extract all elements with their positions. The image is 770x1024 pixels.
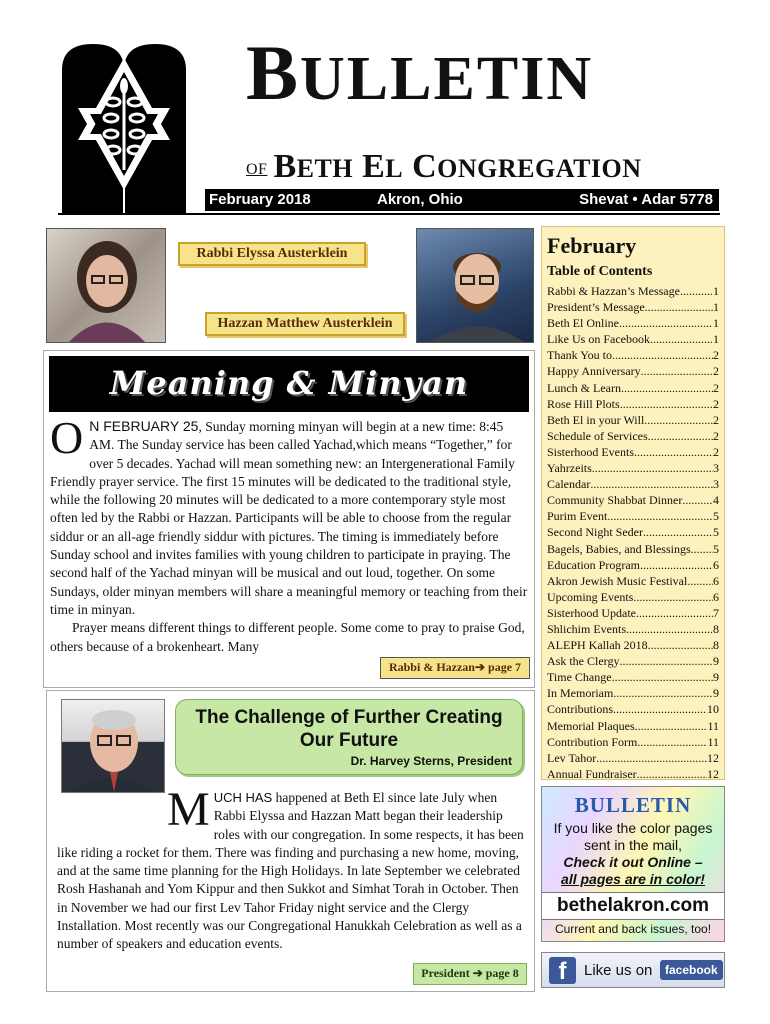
website-link[interactable]: bethelakron.com: [542, 892, 724, 920]
toc-item[interactable]: [547, 492, 719, 508]
toc-item-label: Memorial Plaques: [547, 718, 635, 733]
toc-item[interactable]: [547, 589, 719, 605]
article-banner-title: Meaning & Minyan: [109, 364, 469, 402]
toc-item[interactable]: [547, 557, 719, 573]
toc-item-label: Purim Event: [547, 509, 608, 524]
toc-item[interactable]: [547, 315, 719, 331]
toc-item[interactable]: [547, 541, 719, 557]
toc-item[interactable]: [547, 380, 719, 396]
toc-month-heading: February: [547, 233, 637, 258]
toc-item[interactable]: [547, 283, 719, 299]
promo-title: BULLETIN: [574, 793, 692, 817]
toc-item-page: 6: [713, 557, 719, 572]
president-article: [46, 690, 535, 992]
toc-item[interactable]: [547, 605, 719, 621]
rabbi-photo: [46, 228, 166, 343]
promo-line-1: If you like the color pages sent in the mail,: [553, 820, 713, 853]
toc-item-page: 1: [713, 316, 719, 331]
toc-item-page: 8: [713, 621, 719, 636]
toc-item-label: Schedule of Services: [547, 428, 648, 443]
toc-leader-dots: [592, 460, 713, 476]
toc-leader-dots: [637, 766, 707, 782]
rabbi-name-tag: Rabbi Elyssa Austerklein: [178, 242, 366, 266]
promo-line-2: Check it out Online –: [563, 854, 703, 870]
continued-page-7-link[interactable]: Rabbi & Hazzan➔ page 7: [380, 657, 530, 679]
toc-item-page: 2: [713, 444, 719, 459]
president-byline: Dr. Harvey Sterns, President: [350, 754, 512, 768]
toc-leader-dots: [648, 637, 713, 653]
online-bulletin-promo: [541, 786, 725, 942]
toc-leader-dots: [621, 380, 713, 396]
toc-leader-dots: [680, 283, 713, 299]
president-article-header: [175, 699, 523, 775]
article-text: , Sunday morning minyan will begin at a new time: 8:45 AM. The Sunday service has been called Yachad,which means “Together,” for over 5 decades. Yachad will mean something new: an Intergenerational Family Friendly prayer service. The first 15 minutes will be dedicated to the traditional style, while the following 20 minutes will be dedicated to a more contemporary style most often led by the Rabbi or Hazzan. Participants will be able to choose from the regular siddur or an all-age friendly siddur with pictures. The timing is immediately before Sunday school and invites families with young children to participate in praying. The second half of the Yachad minyan will be musical and out loud, together. On some Sundays, older minyan members will share a meaningful memory or teaching from their time in minyan.: [50, 419, 528, 617]
facebook-like-text: Like us on: [584, 962, 653, 979]
star-of-david-logo: [58, 40, 190, 215]
toc-leader-dots: [637, 734, 707, 750]
toc-item-label: ALEPH Kallah 2018: [547, 638, 648, 653]
toc-item[interactable]: [547, 347, 719, 363]
toc-item-page: 8: [713, 638, 719, 653]
toc-leader-dots: [619, 653, 713, 669]
toc-leader-dots: [619, 315, 713, 331]
article-body: [50, 412, 530, 656]
toc-item[interactable]: [547, 766, 719, 782]
toc-item[interactable]: [547, 460, 719, 476]
toc-item-page: 10: [707, 702, 719, 717]
promo-line-3: all pages are in color!: [561, 871, 705, 887]
toc-item[interactable]: [547, 299, 719, 315]
toc-item-label: Rabbi & Hazzan’s Message: [547, 284, 680, 298]
bulletin-title: BULLETIN: [246, 29, 594, 116]
toc-item[interactable]: [547, 363, 719, 379]
toc-item-label: Beth El Online: [547, 316, 619, 331]
toc-item-page: 5: [713, 525, 719, 540]
toc-item-label: Beth El in your Will: [547, 412, 645, 427]
drop-cap: M: [167, 783, 210, 836]
toc-leader-dots: [645, 299, 713, 315]
toc-leader-dots: [633, 589, 713, 605]
toc-item-page: 5: [713, 509, 719, 524]
toc-item[interactable]: [547, 396, 719, 412]
toc-item-label: Ask the Clergy: [547, 654, 620, 669]
toc-leader-dots: [635, 718, 708, 734]
president-article-body: [57, 783, 527, 954]
toc-item-page: 3: [713, 461, 719, 476]
toc-leader-dots: [648, 428, 713, 444]
toc-item-page: 9: [713, 686, 719, 701]
toc-item-page: 2: [713, 364, 719, 379]
toc-item-label: Like Us on Facebook: [547, 332, 650, 347]
toc-item-label: Bagels, Babies, and Blessings: [547, 541, 691, 556]
president-article-text: happened at Beth El since late July when Rabbi Elyssa and Hazzan Matt began their leadership roles with our congregation. In some respects, it has been like riding a rocket for them. There was finding and purchasing a new home, moving, and at the same time planning for the High Holidays. In late September we celebrated Rosh Hashanah and Yom Kippur and then Sukkot and Simhat Torah in October. Then in November we had our first Lev Tahor Friday night service and the Clergy Installation. Most recently was our Congregational Hanukkah Celebration as well as a number of speakers and education events.: [57, 790, 524, 952]
toc-item-page: 4: [713, 493, 719, 508]
toc-item-label: Upcoming Events: [547, 589, 634, 604]
toc-item-page: 1: [713, 300, 719, 315]
toc-item[interactable]: [547, 669, 719, 685]
toc-item-page: 2: [713, 380, 719, 395]
toc-item-page: 9: [713, 654, 719, 669]
toc-item-page: 6: [713, 573, 719, 588]
toc-leader-dots: [590, 476, 713, 492]
toc-item-page: 12: [707, 766, 719, 781]
toc-item-label: Akron Jewish Music Festival: [547, 573, 688, 588]
toc-item[interactable]: [547, 637, 719, 653]
toc-item-label: Lunch & Learn: [547, 380, 621, 395]
meaning-minyan-article: [43, 350, 535, 688]
toc-leader-dots: [643, 524, 713, 540]
president-photo: [61, 699, 165, 793]
toc-item-page: 7: [713, 605, 719, 620]
toc-item[interactable]: [547, 331, 719, 347]
toc-item[interactable]: [547, 524, 719, 540]
toc-leader-dots: [636, 605, 713, 621]
toc-item-label: Education Program: [547, 557, 640, 572]
toc-item[interactable]: [547, 653, 719, 669]
toc-item[interactable]: [547, 508, 719, 524]
toc-item-label: Thank You to: [547, 348, 613, 363]
toc-list: [547, 283, 719, 782]
toc-item-label: President’s Message: [547, 300, 645, 315]
toc-item[interactable]: [547, 701, 719, 717]
toc-leader-dots: [640, 557, 713, 573]
drop-cap: O: [50, 412, 84, 463]
toc-leader-dots: [612, 347, 713, 363]
toc-item-page: 2: [713, 412, 719, 427]
toc-item-page: 12: [707, 750, 719, 765]
toc-item[interactable]: [547, 734, 719, 750]
toc-item[interactable]: [547, 428, 719, 444]
toc-item-label: Contributions: [547, 702, 614, 717]
president-article-title: The Challenge of Further Creating Our Future: [195, 707, 503, 751]
president-article-lead: UCH HAS: [213, 790, 273, 805]
toc-leader-dots: [612, 669, 713, 685]
toc-item-page: 6: [713, 589, 719, 604]
toc-leader-dots: [626, 621, 713, 637]
facebook-f-icon: f: [549, 957, 576, 984]
toc-item-label: Happy Anniversary: [547, 364, 641, 379]
hazzan-photo: [416, 228, 534, 343]
toc-item-page: 2: [713, 396, 719, 411]
toc-item-label: Second Night Seder: [547, 525, 643, 540]
toc-leader-dots: [687, 573, 713, 589]
toc-item-label: Community Shabbat Dinner: [547, 493, 683, 508]
toc-item-label: Contribution Form: [547, 734, 638, 749]
toc-item-page: 9: [713, 670, 719, 685]
toc-item-page: 2: [713, 428, 719, 443]
toc-leader-dots: [620, 396, 713, 412]
toc-item-label: Rose Hill Plots: [547, 396, 620, 411]
toc-item-page: 5: [713, 541, 719, 556]
promo-line-4: Current and back issues, too!: [554, 922, 712, 936]
toc-item-page: 1: [713, 332, 719, 347]
toc-leader-dots: [613, 685, 713, 701]
hebrew-date: Shevat • Adar 5778: [579, 191, 713, 208]
toc-item[interactable]: [547, 444, 719, 460]
toc-item[interactable]: [547, 750, 719, 766]
toc-item[interactable]: [547, 685, 719, 701]
continued-page-8-link[interactable]: President ➔ page 8: [413, 963, 527, 985]
facebook-like-button[interactable]: [541, 952, 725, 988]
article-paragraph-2: Prayer means different things to different people. Some come to pray to praise God, others because of a brokenheart. Many: [50, 620, 525, 654]
toc-item-label: Annual Fundraiser: [547, 766, 637, 781]
facebook-wordmark: facebook: [660, 960, 723, 980]
toc-item-label: Shlichim Events: [547, 621, 626, 636]
toc-item[interactable]: [547, 621, 719, 637]
congregation-name: OF BETH EL CONGREGATION: [246, 148, 642, 185]
toc-leader-dots: [634, 444, 713, 460]
hazzan-name-tag: Hazzan Matthew Austerklein: [205, 312, 405, 336]
toc-item-page: 1: [713, 284, 719, 298]
article-lead: N FEBRUARY 25: [89, 418, 199, 434]
toc-item[interactable]: [547, 412, 719, 428]
toc-item-label: Yahrzeits: [547, 461, 592, 476]
toc-item-page: 11: [707, 734, 719, 749]
toc-leader-dots: [650, 331, 713, 347]
toc-leader-dots: [682, 492, 713, 508]
toc-item[interactable]: [547, 718, 719, 734]
toc-leader-dots: [607, 508, 713, 524]
masthead-rule: [58, 213, 720, 215]
toc-item-label: In Memoriam: [547, 686, 614, 701]
issue-location: Akron, Ohio: [377, 191, 463, 208]
toc-item-page: 2: [713, 348, 719, 363]
toc-leader-dots: [644, 412, 713, 428]
toc-item-label: Calendar: [547, 477, 591, 492]
toc-leader-dots: [641, 363, 713, 379]
toc-leader-dots: [613, 701, 707, 717]
toc-item-page: 11: [707, 718, 719, 733]
toc-heading: Table of Contents: [547, 264, 653, 279]
toc-item-label: Lev Tahor: [547, 750, 597, 765]
issue-date: February 2018: [209, 191, 311, 208]
article-banner: [49, 356, 529, 412]
toc-item-label: Time Change: [547, 670, 612, 685]
issue-info-bar: [205, 189, 719, 211]
toc-item[interactable]: [547, 573, 719, 589]
toc-item[interactable]: [547, 476, 719, 492]
table-of-contents: [541, 226, 725, 780]
toc-leader-dots: [596, 750, 707, 766]
toc-item-label: Sisterhood Update: [547, 605, 636, 620]
toc-item-page: 3: [713, 477, 719, 492]
toc-item-label: Sisterhood Events: [547, 444, 634, 459]
toc-leader-dots: [691, 541, 713, 557]
